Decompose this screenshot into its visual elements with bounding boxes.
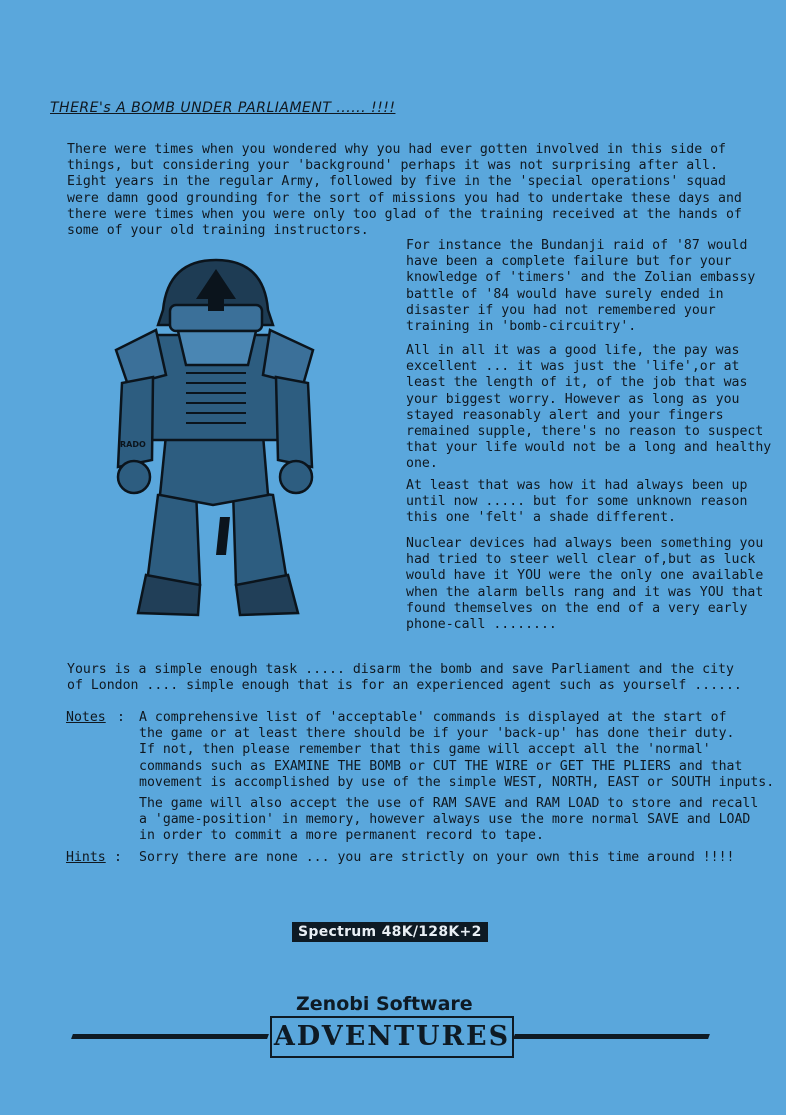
- paragraph-good-life: All in all it was a good life, the pay was excellent ... it was just the 'life',or at least the length of it, of the job that was your biggest worry. However as long as you stayed reasonably alert and your fingers remained supple, there's no reason to suspect that your life would not be a long and healthy one.: [406, 343, 772, 472]
- paragraph-nuclear: Nuclear devices had always been something you had tried to steer well clear of,but as luck would have it YOU were the only one available when the alarm bells rang and it was YOU that found themselves on the end of a very early phone-call ........: [406, 536, 764, 633]
- note-ram-save: The game will also accept the use of RAM SAVE and RAM LOAD to store and recall a 'game-position' in memory, however always use the more normal SAVE and LOAD in order to commit a more permanent record to tape.: [139, 796, 759, 844]
- soldier-left-arm: [118, 377, 153, 467]
- paragraph-until-now: At least that was how it had always been up until now ..... but for some unknown reason this one 'felt' a shade different.: [406, 478, 748, 526]
- adventures-logo: ADVENTURES: [270, 1016, 514, 1058]
- soldier-left-shoulder: [116, 330, 166, 385]
- soldier-face: [178, 331, 256, 365]
- logo-left-rule: [71, 1034, 269, 1039]
- hint-text: Sorry there are none ... you are strictly on your own this time around !!!!: [139, 850, 735, 865]
- notes-label: Notes: [66, 710, 106, 725]
- note-commands: A comprehensive list of 'acceptable' commands is displayed at the start of the game or at least there should be if your 'back-up' has done their duty. If not, then please remember that this game will accept all the 'normal' commands such as EXAMINE THE BOMB or CUT THE WIRE or GET THE PLIERS and that movement is accomplished by use of the simple WEST, NORTH, EAST or SOUTH inputs.: [139, 710, 775, 790]
- knife-icon: [216, 517, 230, 555]
- hints-label: Hints: [66, 850, 106, 865]
- soldier-right-shoulder: [263, 330, 313, 385]
- paragraph-task: Yours is a simple enough task ..... disarm the bomb and save Parliament and the city of London .... simple enough that is for an experienced agent such as yourself ......: [67, 662, 742, 694]
- publisher-name: Zenobi Software: [296, 993, 473, 1015]
- soldier-right-arm: [276, 377, 312, 467]
- intro-paragraph: There were times when you wondered why you had ever gotten involved in this side of things, but considering your 'background' perhaps it was not surprising after all. Eight years in the regular Army, followed by five in the 'special operations' squad were damn good grounding for the sort of missions you had to undertake these days and there were times when you were only too glad of the training received at the hands of some of your old training instructors.: [67, 142, 742, 239]
- paragraph-bundanji: For instance the Bundanji raid of '87 would have been a complete failure but for your knowledge of 'timers' and the Zolian embassy battle of '84 would have surely ended in disaster if you had not remembered your training in 'bomb-circuitry'.: [406, 238, 756, 335]
- page-title: THERE's A BOMB UNDER PARLIAMENT ...... !!!!: [50, 100, 396, 116]
- arm-badge-label: RADO: [120, 440, 146, 449]
- soldier-belt: [160, 435, 268, 505]
- notes-colon: :: [117, 710, 125, 725]
- soldier-left-fist: [118, 461, 150, 493]
- soldier-right-fist: [280, 461, 312, 493]
- soldier-illustration: [108, 255, 320, 625]
- spectrum-badge: Spectrum 48K/128K+2: [292, 922, 488, 942]
- hints-colon: :: [114, 850, 122, 865]
- logo-right-rule: [513, 1034, 710, 1039]
